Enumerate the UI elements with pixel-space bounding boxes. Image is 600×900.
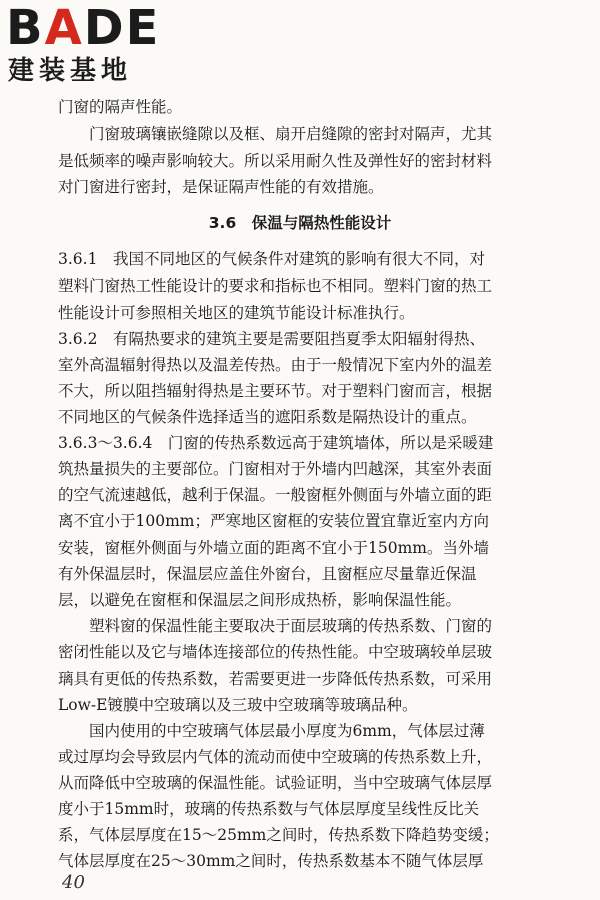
text-line: 或过厚均会导致层内气体的流动而使中空玻璃的传热系数上升， — [58, 748, 493, 766]
text-line: 国内使用的中空玻璃气体层最小厚度为6mm，气体层过薄 — [58, 722, 485, 740]
text-line: 门窗的隔声性能。 — [58, 98, 183, 116]
text-line: 筑热量损失的主要部位。门窗相对于外墙内凹越深，其室外表面 — [58, 460, 493, 478]
text-line: 3.6.3～3.6.4 门窗的传热系数远高于建筑墙体，所以是采暖建 — [58, 434, 494, 452]
text-line: 不同地区的气候条件选择适当的遮阳系数是隔热设计的重点。 — [58, 408, 477, 426]
text-line: 室外高温辐射得热以及温差传热。由于一般情况下室内外的温差 — [58, 356, 493, 374]
text-line: 3.6.1 我国不同地区的气候条件对建筑的影响有很大不同，对 — [58, 250, 485, 268]
text-line: 不大，所以阻挡辐射得热是主要环节。对于塑料门窗而言，根据 — [58, 382, 493, 400]
text-line: 气体层厚度在25～30mm之间时，传热系数基本不随气体层厚 — [58, 852, 484, 870]
text-line: 密闭性能以及它与墙体连接部位的传热性能。中空玻璃较单层玻 — [58, 643, 493, 661]
text-line: 塑料窗的保温性能主要取决于面层玻璃的传热系数、门窗的 — [58, 617, 493, 635]
text-line: 塑料门窗热工性能设计的要求和指标也不相同。塑料门窗的热工 — [58, 277, 493, 295]
text-line: 是低频率的噪声影响较大。所以采用耐久性及弹性好的密封材料 — [58, 152, 493, 170]
text-line: 有外保温层时，保温层应盖住外窗台，且窗框应尽量靠近保温 — [58, 565, 477, 583]
text-line: 的空气流速越低，越利于保温。一般窗框外侧面与外墙立面的距 — [58, 486, 493, 504]
logo-wordmark: BADE — [6, 0, 161, 56]
text-line: 系，气体层厚度在15～25mm之间时，传热系数下降趋势变缓； — [58, 826, 499, 844]
text-line: 性能设计可参照相关地区的建筑节能设计标准执行。 — [58, 304, 415, 322]
text-line: 3.6.2 有隔热要求的建筑主要是需要阻挡夏季太阳辐射得热、 — [58, 330, 485, 348]
text-line: 从而降低中空玻璃的保温性能。试验证明，当中空玻璃气体层厚 — [58, 774, 493, 792]
text-line: 对门窗进行密封，是保证隔声性能的有效措施。 — [58, 178, 384, 196]
text-line: 璃具有更低的传热系数，若需要更进一步降低传热系数，可采用 — [58, 670, 493, 688]
text-line: 层，以避免在窗框和保温层之间形成热桥，影响保温性能。 — [58, 591, 462, 609]
text-line: 安装，窗框外侧面与外墙立面的距离不宜小于150mm。当外墙 — [58, 539, 489, 557]
section-heading: 3.6 保温与隔热性能设计 — [208, 214, 392, 232]
text-line: 度小于15mm时，玻璃的传热系数与气体层厚度呈线性反比关 — [58, 800, 480, 818]
text-line: 门窗玻璃镶嵌缝隙以及框、扇开启缝隙的密封对隔声，尤其 — [58, 125, 493, 143]
text-line: 离不宜小于100mm；严寒地区窗框的安装位置宜靠近室内方向 — [58, 512, 489, 530]
page-number: 40 — [62, 872, 85, 893]
logo-subtitle: 建装基地 — [8, 56, 133, 86]
text-line: Low-E镀膜中空玻璃以及三玻中空玻璃等玻璃品种。 — [58, 696, 418, 714]
